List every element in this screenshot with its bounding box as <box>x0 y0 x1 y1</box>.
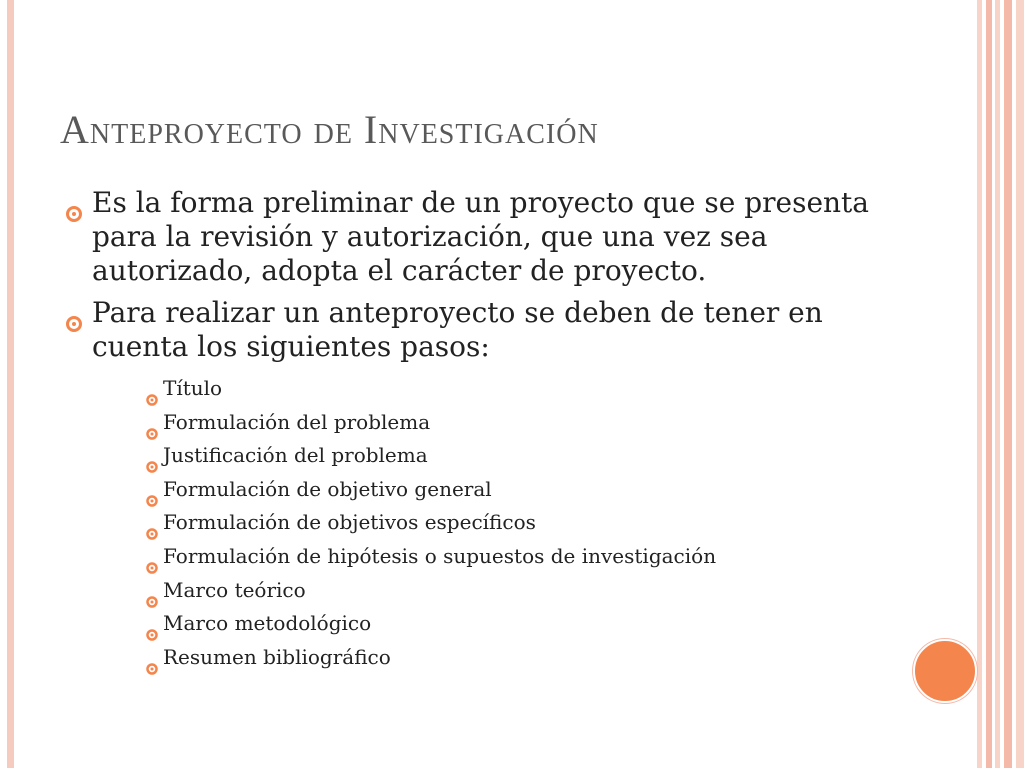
step-text: Justificación del problema <box>163 443 428 468</box>
gear-bullet-icon <box>66 306 82 340</box>
right-border-stripe <box>986 0 992 768</box>
step-text: Formulación de objetivos específicos <box>163 510 536 535</box>
step-text: Marco metodológico <box>163 611 372 636</box>
bullet-text: Para realizar un anteproyecto se deben de tener en cuenta los siguientes pasos: <box>92 296 823 363</box>
gear-bullet-icon <box>146 652 158 686</box>
bullet-item <box>62 186 882 288</box>
step-text: Formulación de objetivo general <box>163 476 492 501</box>
right-border-stripe <box>1004 0 1012 768</box>
right-border-stripe <box>1016 0 1024 768</box>
steps-list <box>146 372 882 674</box>
step-item <box>146 372 882 406</box>
step-text: Formulación del problema <box>163 409 431 434</box>
bullet-item <box>62 296 882 364</box>
step-item <box>146 439 882 473</box>
step-text: Marco teórico <box>163 577 306 602</box>
bullet-text: Es la forma preliminar de un proyecto que se presenta para la revisión y autorización, que una vez sea autorizado, adopta el carácter de proyecto. <box>92 186 869 287</box>
right-border-stripe <box>977 0 982 768</box>
gear-bullet-icon <box>66 196 82 230</box>
step-item <box>146 473 882 507</box>
step-item <box>146 607 882 641</box>
step-text: Formulación de hipótesis o supuestos de investigación <box>163 543 717 568</box>
step-item <box>146 406 882 440</box>
step-item <box>146 641 882 675</box>
orange-circle-decoration <box>913 639 977 703</box>
step-text: Título <box>163 376 223 400</box>
step-item <box>146 506 882 540</box>
right-border-stripe <box>995 0 1000 768</box>
slide-title: Anteproyecto de Investigación <box>60 107 599 152</box>
step-item <box>146 540 882 574</box>
slide-content <box>62 186 882 674</box>
step-text: Resumen bibliográfico <box>163 644 391 669</box>
step-item <box>146 574 882 608</box>
left-border-strip <box>7 0 14 768</box>
